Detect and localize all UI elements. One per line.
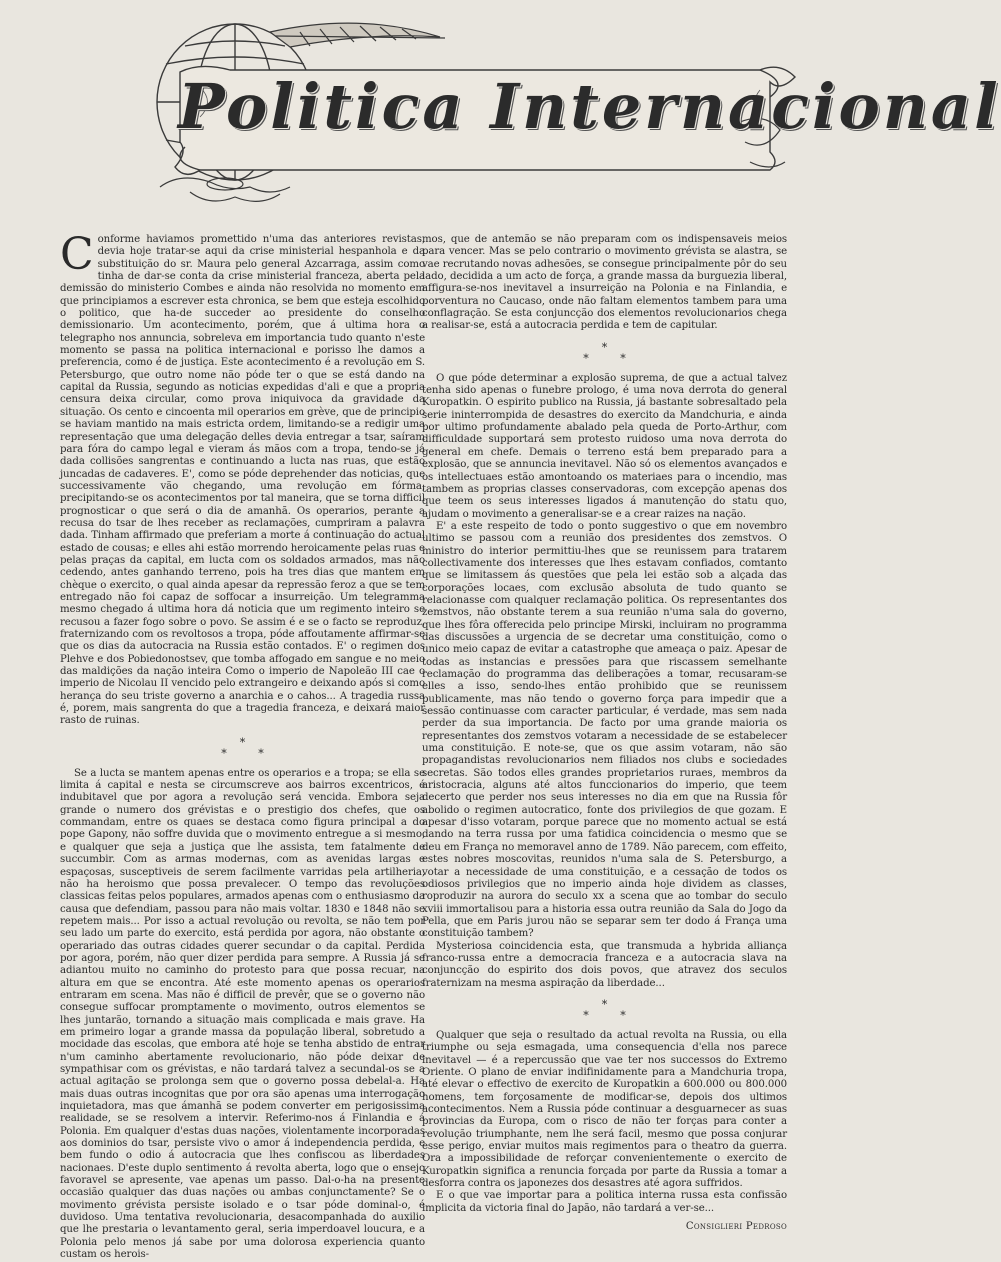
article-paragraph: Mysteriosa coincidencia esta, que transmuda a hybrida alliança franco-russa entre a democracia franceza e a autocracia slava na conjuncção do espirito dos dois povos, que atravez dos seculos fraternizam na mesma aspiração da liberdade...: [422, 940, 787, 989]
article-paragraph: mos, que de antemão se não preparam com os indispensaveis meios para vencer. Mas se pelo contrario o movimento grévista se alastra, se vae recrutando novas adhesões, se consegue principalmente pôr do seu lado, decidida a um acto de força, a grande massa da burguezia liberal, affigura-se-nos inevitavel a insurreição na Polonia e na Finlandia, e porventura no Caucaso, onde não faltam elementos tambem para uma conflagração. Se esta conjuncção dos elementos revolucionarios chega a realisar-se, está a autocracia perdida e tem de capitular.: [422, 234, 787, 332]
drop-cap: C: [60, 229, 94, 280]
article-paragraph: E' a este respeito de todo o ponto suggestivo o que em novembro ultimo se passou com a reunião dos presidentes dos zemstvos. O ministro do interior permittiu-lhes que se reunissem para tratarem collectivamente dos interesses que lhes estavam confiados, comtanto que se limitassem ás questões que pela lei estão sob a alçada das corporações locaes, com exclusão absoluta de tudo quanto se relacionasse com qualquer reclamação politica. Os representantes dos zemstvos, não obstante terem a sua reunião n'uma sala do governo, que lhes fôra offerecida pelo principe Mirski, incluiram no programma das discussões a urgencia de se decretar uma constituição, como o unico meio capaz de evitar a catastrophe que ameaça o paiz. Apesar de todas as instancias e pressões para que riscassem semelhante reclamação do programma das deliberações a tomar, recusaram-se elles a isso, sendo-lhes então prohibido que se reunissem publicamente, mas não tendo o governo força para impedir que a sessão continuasse com caracter particular, é verdade, mas sem nada perder da sua importancia. De facto por uma grande maioria os representantes dos zemstvos votaram a necessidade de se estabelecer uma constituição. E note-se, que os que assim votaram, não são propagandistas revolucionarios nem filiados nos clubs e sociedades secretas. São todos elles grandes proprietarios ruraes, membros da aristocracia, alguns até altos funccionarios do imperio, que teem decerto que perder nos seus interesses no dia em que na Russia fôr abolido o regimen autocratico, fonte dos privilegios de que gozam. E apesar d'isso votaram, porque parece que no momento actual se está dando na terra russa por uma fatidica coincidencia o mesmo que se deu em França no memoravel anno de 1789. Não parecem, com effeito, estes nobres moscovitas, reunidos n'uma sala de S. Petersburgo, a votar a necessidade de uma constituição, e a cessação de todos os odiosos privilegios que no imperio ainda hoje dividem as classes, roproduzir na aurora do seculo xx a scena que ao tombar do seculo xviii immortalisou para a historia essa outra reunião da Sala do Jogo da Pella, que em Paris jurou não se separar sem ter dodo á França uma constituição tambem?: [422, 520, 787, 940]
section-separator: * * *: [583, 340, 640, 365]
article-column-left: [60, 229, 425, 1262]
article-column-right: [422, 234, 787, 1233]
article-paragraph: Qualquer que seja o resultado da actual revolta na Russia, ou ella triumphe ou seja esmagada, uma consequencia d'ella nos parece inevitavel — é a repercussão que vae ter nos successos do Extremo Oriente. O plano de enviar indifinidamente para a Mandchuria tropa, até elevar o effectivo de exercito de Kuropatkin a 600.000 ou 800.000 homens, tem forçosamente de modificar-se, depois dos ultimos acontecimentos. Nem a Russia póde continuar a desguarnecer as suas provincias da Europa, com o risco de não ter forças para conter a revolução triumphante, nem lhe será facil, mesmo que possa conjurar esse perigo, enviar muitos mais regimentos para o theatro da guerra. Ora a impossibilidade de reforçar convenientemente o exercito de Kuropatkin significa a renuncia forçada por parte da Russia a tomar a desforra contra os japonezes dos desastres até agora suffridos.: [422, 1029, 787, 1190]
article-paragraph: Conforme haviamos promettido n'uma das anteriores revistas, devia hoje tratar-se aqui da crise ministerial hespanhola e da substituição do sr. Maura pelo general Azcarraga, assim como tinha de dar-se conta da crise ministerial franceza, aberta pela demissão do ministerio Combes e ainda não resolvida no momento em que principiamos a escrever esta chronica, se bem que esteja escolhido o politico, que ha-de succeder ao presidente do conselho demissionario. Um acontecimento, porém, que á ultima hora o telegrapho nos annuncia, sobreleva em importancia tudo quanto n'este momento se passa na politica internacional e porisso lhe damos a preferencia, como é de justiça. Este acontecimento é a revolução em S. Petersburgo, que outro nome não póde ter o que se está dando na capital da Russia, segundo as noticias expedidas d'ali e que a propria censura deixa circular, como prova iniquivoca da gravidade da situação. Os cento e cincoenta mil operarios em grève, que de principio se haviam mantido na mais estricta ordem, limitando-se a redigir uma representação que uma delegação delles devia entregar a tsar, saíram para fóra do campo legal e vieram ás mãos com a tropa, tendo-se já dada collisões sangrentas e continuando a lucta nas ruas, que estão juncadas de cadaveres. E', como se póde deprehender das noticias, que successivamente vão chegando, uma revolução em fórma, precipitando-se os acontecimentos por tal maneira, que se torna difficil prognosticar o que será o dia de amanhã. Os operarios, perante a recusa do tsar de lhes receber as reclamações, cumpriram a palavra dada. Tinham affirmado que preferiam a morte á continuação do actual estado de cousas; e elles ahi estão morrendo heroicamente pelas ruas e pelas praças da capital, em lucta com os soldados armados, mas não cedendo, antes ganhando terreno, pois ha tres dias que mantem em chèque o exercito, o qual ainda apesar da repressão feroz a que se tem entregado não foi capaz de soffocar a insurreição. Um telegramma mesmo chegado á ultima hora dá noticia que um regimento inteiro se recusou a fazer fogo sobre o povo. Se assim é e se o facto se reproduz, fraternizando com os revoltosos a tropa, póde affoutamente affirmar-se que os dias da autocracia na Russia estão contados. E' o regimen dos Plehve e dos Pobiedonostsev, que tomba affogado em sangue e no meio das maldições da nação inteira Como o imperio de Napoleão III cae o imperio de Nicolau II vencido pelo extrangeiro e deixando após si como herança do seu triste governo a anarchia e o cahos... A tragedia russa é, porem, mais sangrenta do que a tragedia franceza, e deixará maior rasto de ruinas.: [60, 229, 425, 727]
section-separator: * * *: [221, 735, 278, 760]
quill-icon: [270, 23, 445, 47]
article-paragraph: Se a lucta se mantem apenas entre os operarios e a tropa; se ella se limita á capital e nesta se circumscreve aos bairros excentricos, é indubitavel que por agora a revolução será vencida. Embora seja grande o numero dos grévistas e o prestigio dos chefes, que os commandam, entre os quaes se destaca como figura principal a do pope Gapony, não soffre duvida que o movimento entregue a si mesmo, e qualquer que seja a justiça que lhe assista, tem fatalmente de succumbir. Com as armas modernas, com as avenidas largas e espaçosas, susceptiveis de serem facilmente varridas pela artilheria, não ha heroismo que possa prevalecer. O tempo das revoluções classicas feitas pelos populares, armados apenas com o enthusiasmo da causa que defendiam, passou para não mais voltar. 1830 e 1848 não se repetem mais... Por isso a actual revolução ou revolta, se não tem por seu lado um parte do exercito, está perdida por agora, não obstante o operariado das outras cidades querer secundar o da capital. Perdida por agora, porém, não quer dizer perdida para sempre. A Russia já se adiantou muito no caminho do protesto para que possa recuar, na altura em que se encontra. Até este momento apenas os operarios entraram em scena. Mas não é difficil de prevêr, que se o governo não consegue suffocar promptamente o movimento, outros elementos se lhes juntarão, tornando a situação mais complicada e mais grave. Ha em primeiro logar a grande massa da população liberal, sobretudo a mocidade das escolas, que embora até hoje se tenha abstido de entrar n'um caminho abertamente revolucionario, não póde deixar de sympathisar com os grévistas, e não tardará talvez a secundal-os se a actual agitação se prolonga sem que o governo possa debelal-a. Ha mais duas outras incognitas que por ora são apenas uma interrogação inquietadora, mas que ámanhã se podem converter em perigosissima realidade, se se resolvem a intervir. Referimo-nos á Finlandia e á Polonia. Em qualquer d'estas duas nações, violentamente incorporadas aos dominios do tsar, persiste vivo o amor á independencia perdida, e bem fundo o odio á autocracia que lhes confiscou as liberdades nacionaes. D'este duplo sentimento á revolta aberta, logo que o ensejo favoravel se apresente, vae apenas um passo. Dal-o-ha na presente occasião qualquer das duas nações ou ambas conjunctamente? Se o movimento grévista persiste isolado e o tsar póde dominal-o, é duvidoso. Uma tentativa revolucionaria, desacompanhada do auxilio que lhe prestaria o levantamento geral, seria imperdoavel loucura, e a Polonia pelo menos já sabe por uma dolorosa experiencia quanto custam os herois-: [60, 767, 425, 1261]
section-separator: * * *: [583, 997, 640, 1022]
article-paragraph: O que póde determinar a explosão suprema, de que a actual talvez tenha sido apenas o funebre prologo, é uma nova derrota do general Kuropatkin. O espirito publico na Russia, já bastante sobresaltado pela serie ininterrompida de desastres do exercito da Mandchuria, e ainda por ultimo profundamente abalado pela queda de Porto-Arthur, com difficuldade supportará sem protesto ruidoso uma nova derrota do general em chefe. Demais o terreno está bem preparado para a explosão, que se annuncia inevitavel. Não só os elementos avançados e os intellectuaes estão amontoando os materiaes para o incendio, mas tambem as proprias classes conservadoras, com excepção apenas dos que teem os seus interesses ligados á manutenção do statu quo, ajudam o movimento a generalisar-se e a crear raizes na nação.: [422, 372, 787, 520]
author-signature: Consiglieri Pedroso: [685, 1221, 787, 1233]
page-title: Politica Internacional: [178, 70, 1001, 143]
article-paragraph: E o que vae importar para a politica interna russa esta confissão implicita da victoria final do Japão, não tardará a ver-se...: [422, 1190, 787, 1214]
